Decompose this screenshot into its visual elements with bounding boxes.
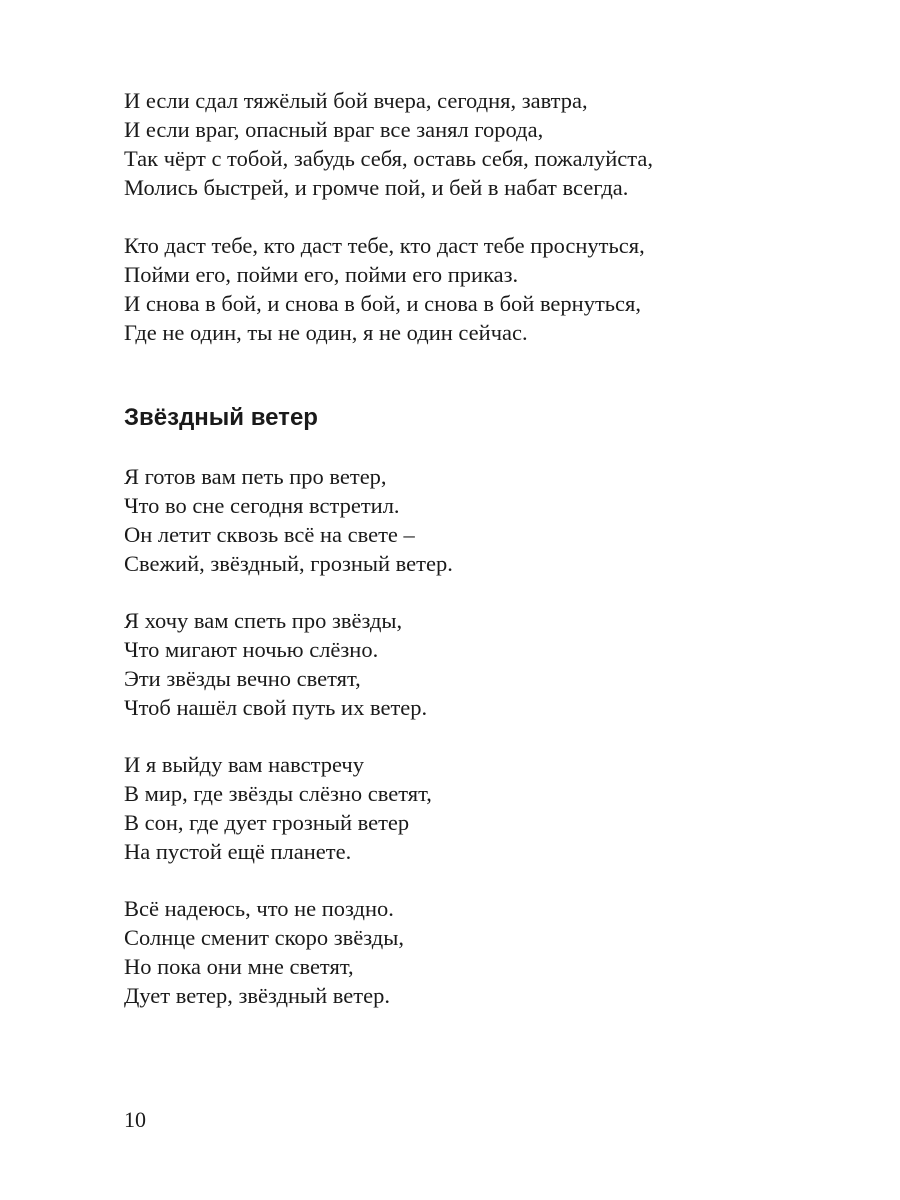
poem-line: Но пока они мне светят, (124, 954, 354, 979)
previous-poem (124, 86, 824, 347)
poem-line: На пустой ещё планете. (124, 839, 352, 864)
poem-line: И если сдал тяжёлый бой вчера, сегодня, завтра, (124, 88, 588, 113)
poem-line: Чтоб нашёл свой путь их ветер. (124, 695, 428, 720)
poem-line: Что мигают ночью слёзно. (124, 637, 379, 662)
poem-line: Свежий, звёздный, грозный ветер. (124, 551, 453, 576)
poem-line: Пойми его, пойми его, пойми его приказ. (124, 262, 519, 287)
poem-line: В мир, где звёзды слёзно светят, (124, 781, 432, 806)
poem-line: Он летит сквозь всё на свете – (124, 522, 415, 547)
poem-line: Я хочу вам спеть про звёзды, (124, 608, 403, 633)
poem-line: Молись быстрей, и громче пой, и бей в набат всегда. (124, 175, 629, 200)
stanza (124, 462, 824, 578)
poem-line: Так чёрт с тобой, забудь себя, оставь себя, пожалуйста, (124, 146, 654, 171)
stanza (124, 894, 824, 1010)
poem-line: Всё надеюсь, что не поздно. (124, 896, 394, 921)
stanza (124, 606, 824, 722)
stanza (124, 231, 824, 347)
poem-line: Дует ветер, звёздный ветер. (124, 983, 390, 1008)
poem-line: Эти звёзды вечно светят, (124, 666, 361, 691)
poem-line: Где не один, ты не один, я не один сейчас. (124, 320, 528, 345)
poem-line: Что во сне сегодня встретил. (124, 493, 400, 518)
poem-body (124, 462, 824, 1010)
stanza (124, 750, 824, 866)
poem-title: Звёздный ветер (124, 404, 318, 431)
poem-line: И если враг, опасный враг все занял города, (124, 117, 544, 142)
poem-line: Кто даст тебе, кто даст тебе, кто даст тебе проснуться, (124, 233, 645, 258)
poem-line: И снова в бой, и снова в бой, и снова в бой вернуться, (124, 291, 642, 316)
poem-line: В сон, где дует грозный ветер (124, 810, 410, 835)
page-number: 10 (124, 1107, 146, 1132)
poem-line: Я готов вам петь про ветер, (124, 464, 387, 489)
poem-line: Солнце сменит скоро звёзды, (124, 925, 404, 950)
stanza (124, 86, 824, 202)
poem-line: И я выйду вам навстречу (124, 752, 364, 777)
